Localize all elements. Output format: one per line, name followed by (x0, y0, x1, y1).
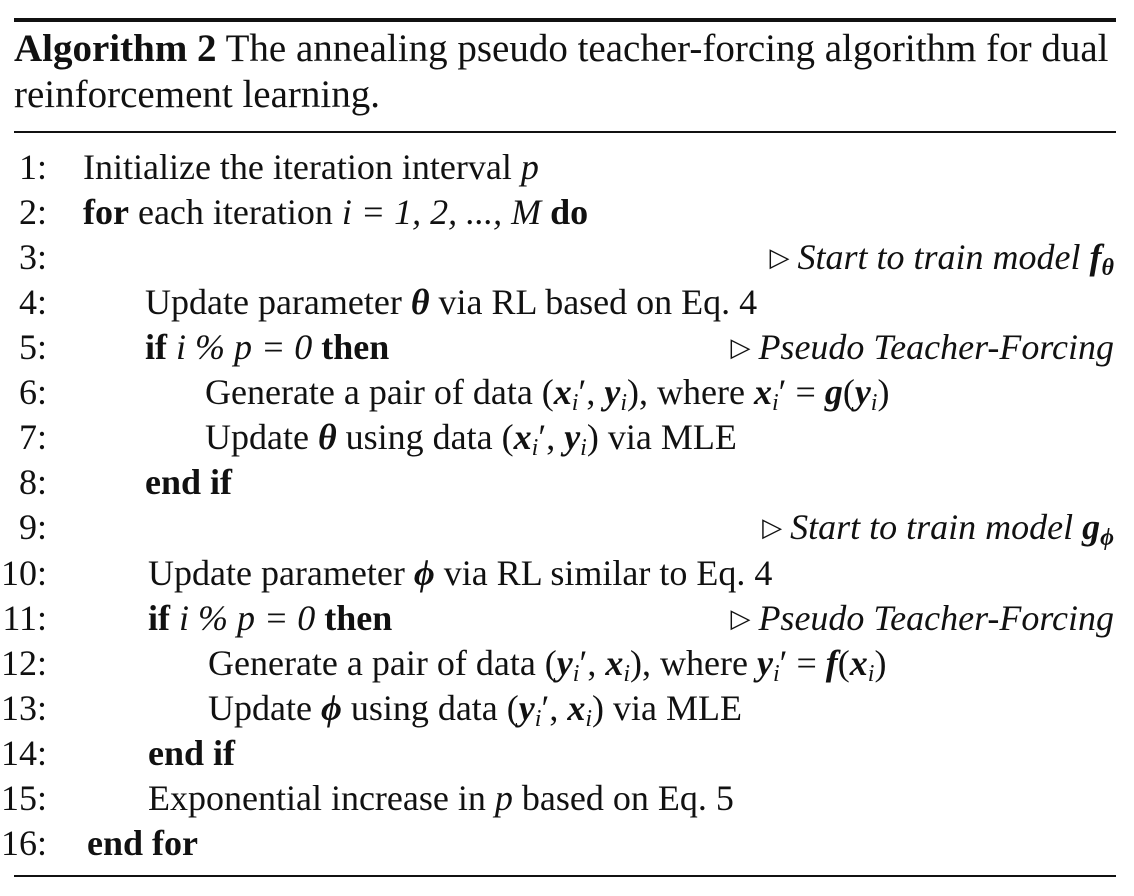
algorithm-line-15 (0, 776, 1116, 821)
line-number: 16: (0, 823, 47, 863)
algorithm-line-4 (0, 280, 1116, 325)
line-comment: ▷ Start to train model gϕ (762, 507, 1114, 551)
line-number: 15: (0, 778, 47, 818)
line-code: for each iteration i = 1, 2, ..., M do (83, 192, 589, 232)
comment-triangle-icon: ▷ (769, 243, 790, 272)
algorithm-line-3 (0, 235, 1116, 280)
line-number: 4: (18, 282, 47, 322)
line-number: 9: (18, 507, 47, 547)
algorithm-line-12 (0, 641, 1116, 686)
algorithm-line-13 (0, 686, 1116, 731)
algorithm-line-10 (0, 551, 1116, 596)
algorithm-line-8 (0, 460, 1116, 505)
algorithm-line-5 (0, 325, 1116, 370)
line-comment: ▷ Pseudo Teacher-Forcing (730, 327, 1114, 367)
line-code: Exponential increase in p based on Eq. 5 (148, 778, 734, 818)
line-code: Update θ using data ($x_i'$, $y_i$) via MLE (205, 417, 737, 461)
algorithm-label: Algorithm 2 (14, 27, 217, 70)
algorithm-bottom-rule (14, 875, 1116, 877)
line-code: Generate a pair of data ($x_i'$, $y_i$), where $x_i' = g(y_i)$ (205, 372, 890, 416)
line-code: if i % p = 0 then (145, 327, 390, 367)
line-number: 14: (0, 733, 47, 773)
line-number: 10: (0, 553, 47, 593)
algorithm-title: The annealing pseudo teacher-forcing algorithm for dual reinforcement learning. (14, 27, 1109, 116)
line-number: 5: (18, 327, 47, 367)
line-code: Initialize the iteration interval p (83, 147, 539, 187)
line-number: 1: (18, 147, 47, 187)
algorithm-line-2 (0, 190, 1116, 235)
line-number: 8: (18, 462, 47, 502)
line-number: 6: (18, 372, 47, 412)
line-number: 7: (18, 417, 47, 457)
line-number: 3: (18, 237, 47, 277)
line-code: Update parameter ϕ via RL similar to Eq. 4 (148, 553, 773, 593)
line-code: Generate a pair of data ($y_i'$, $x_i$), where $y_i' = f(x_i)$ (208, 643, 887, 687)
comment-triangle-icon: ▷ (762, 513, 783, 542)
line-comment: ▷ Start to train model fθ (769, 237, 1114, 281)
line-comment: ▷ Pseudo Teacher-Forcing (730, 598, 1114, 638)
line-number: 11: (2, 598, 47, 638)
algorithm-line-9 (0, 505, 1116, 550)
line-number: 13: (0, 688, 47, 728)
line-number: 2: (18, 192, 47, 232)
line-code: end if (148, 733, 236, 773)
algorithm-line-16 (0, 821, 1116, 866)
range-expression: i = 1, 2, ..., M (341, 192, 542, 232)
algorithm-caption (14, 26, 1116, 118)
algorithm-line-14 (0, 731, 1116, 776)
line-code: if i % p = 0 then (148, 598, 393, 638)
comment-triangle-icon: ▷ (730, 333, 751, 362)
algorithm-caption-rule (14, 131, 1116, 133)
comment-triangle-icon: ▷ (730, 604, 751, 633)
algorithm-line-11 (0, 596, 1116, 641)
line-code: Update parameter θ via RL based on Eq. 4 (145, 282, 758, 322)
algorithm-line-1 (0, 145, 1116, 190)
algorithm-top-rule (14, 18, 1116, 22)
line-code: Update ϕ using data ($y_i'$, $x_i$) via MLE (208, 688, 742, 732)
line-code: end if (145, 462, 233, 502)
line-code: end for (87, 823, 198, 863)
algorithm-line-6 (0, 370, 1116, 415)
line-number: 12: (0, 643, 47, 683)
algorithm-line-7 (0, 415, 1116, 460)
